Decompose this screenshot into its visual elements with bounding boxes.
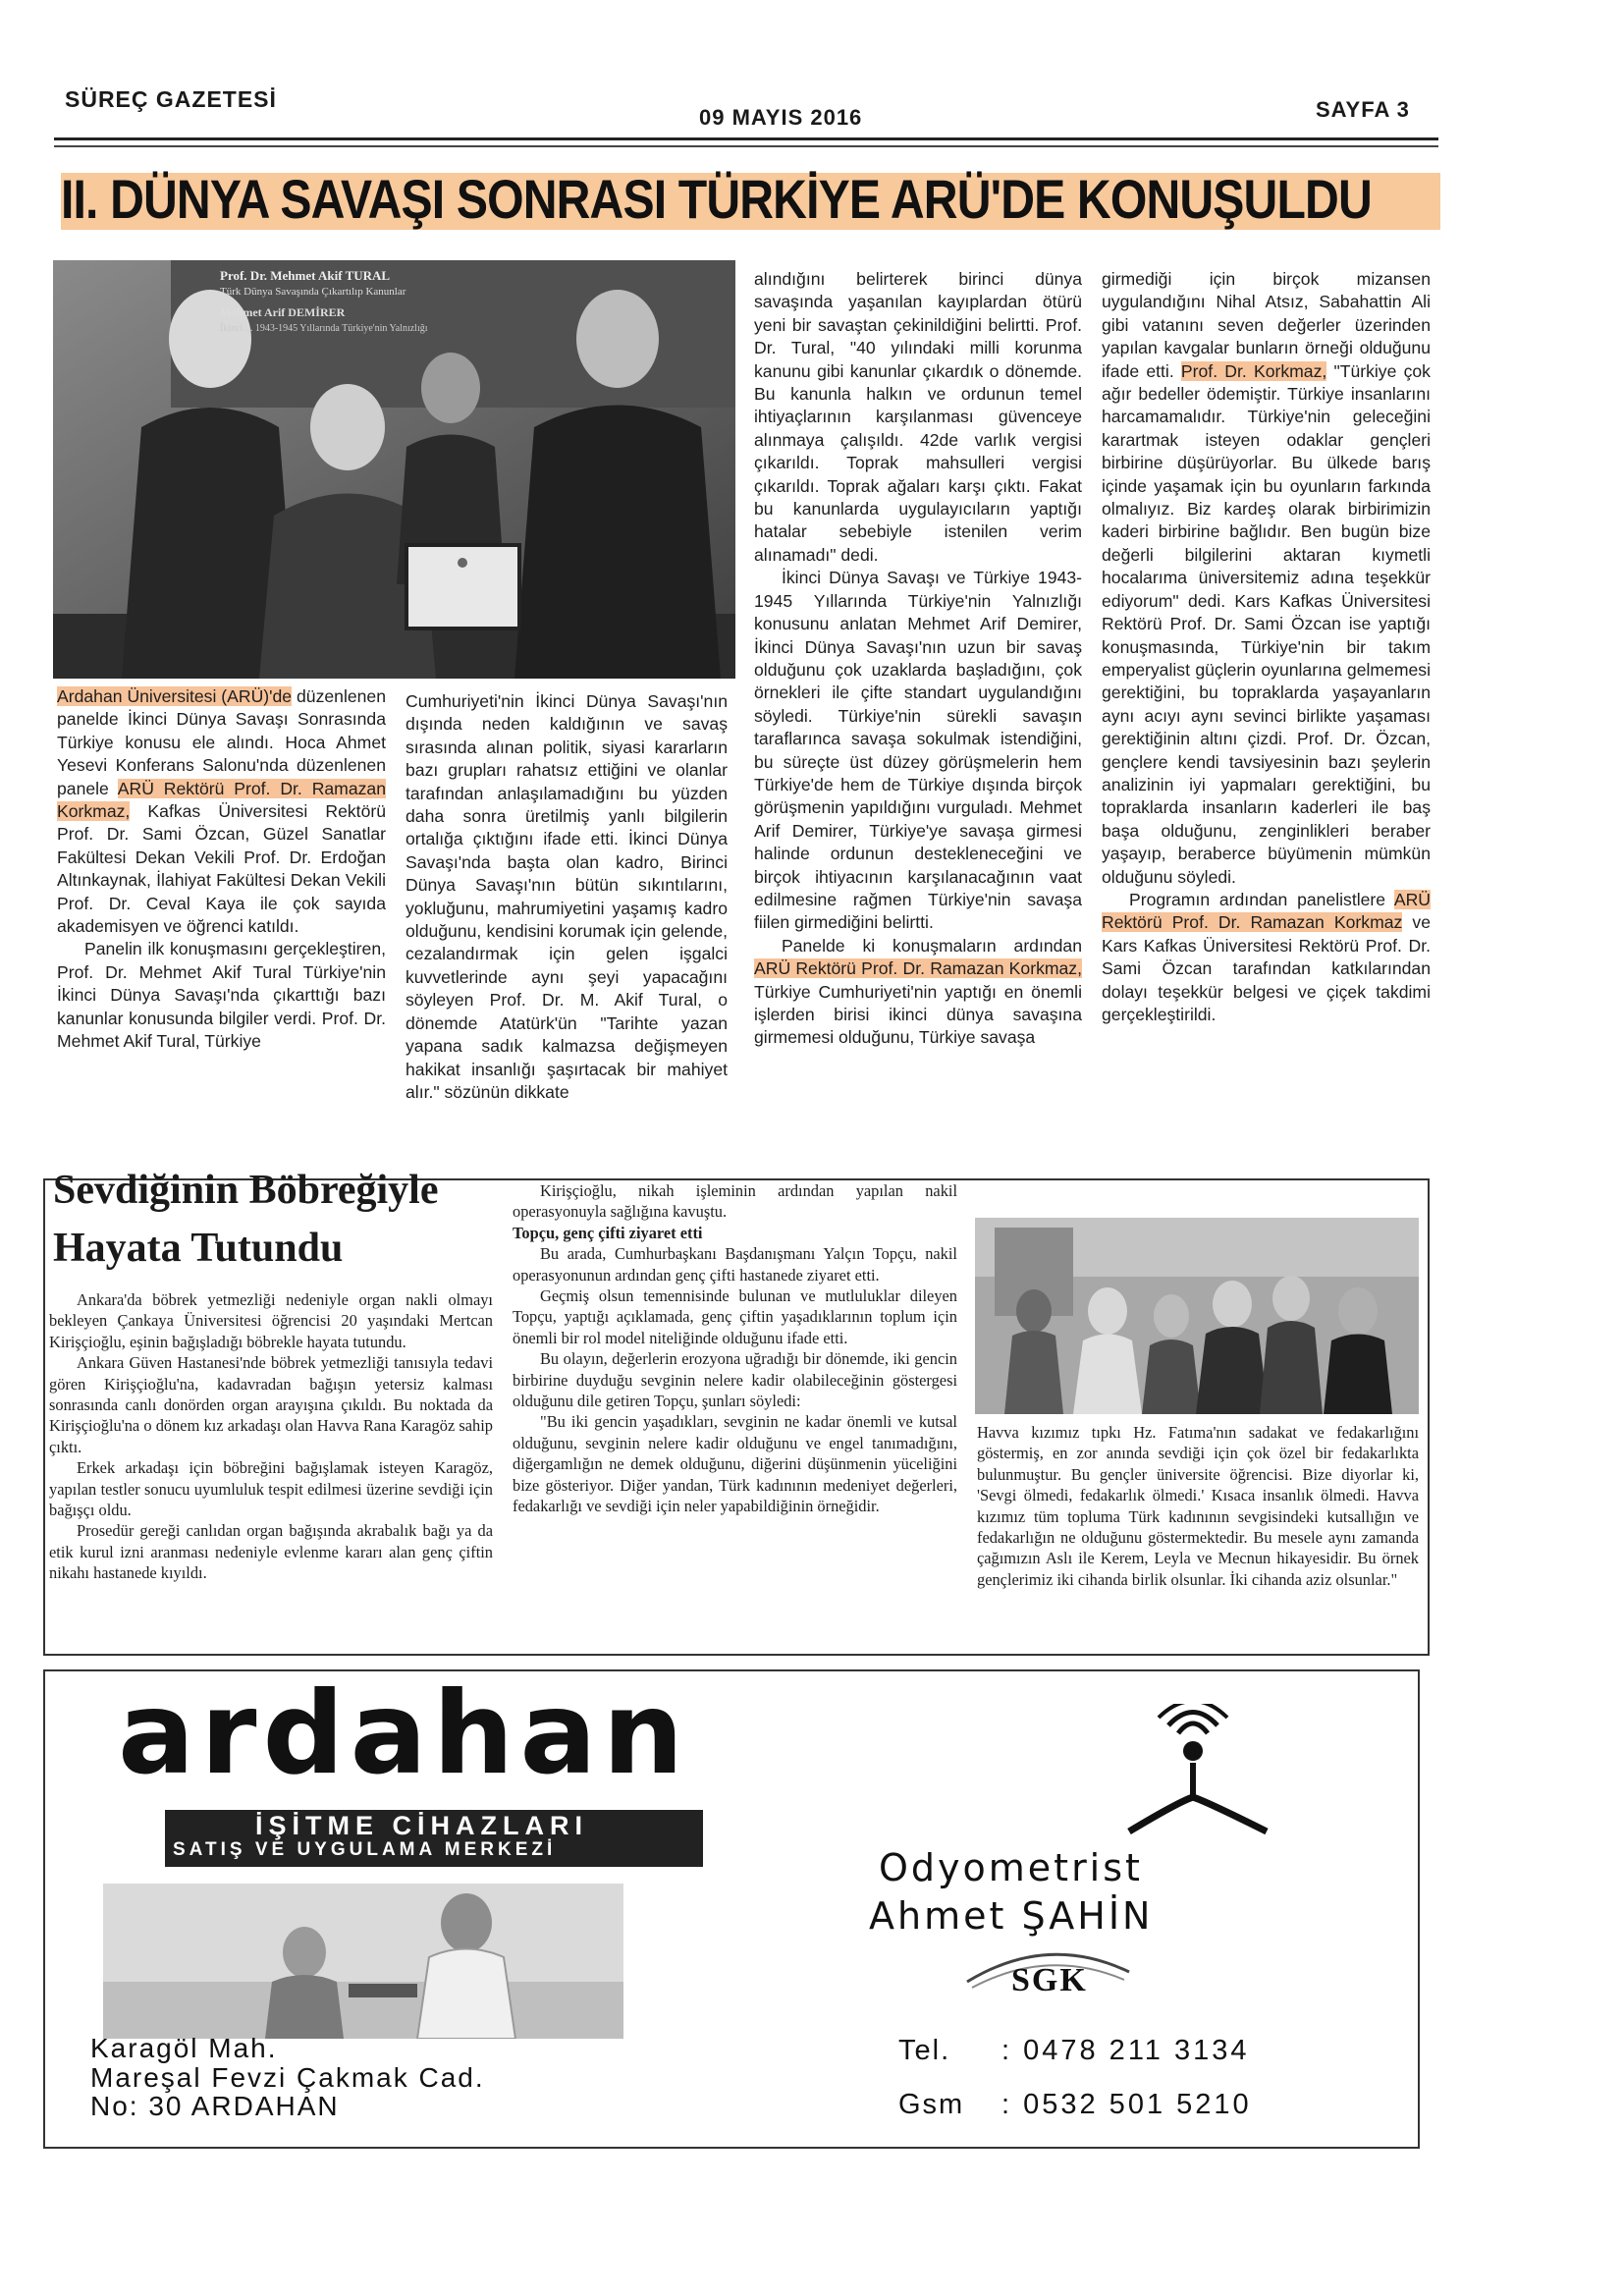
text-run: girmediği için birçok mizansen uygulandığını Nihal Atsız, Sabahattin Ali gibi vatanını seven değerler üzerinden yapılan kavgalar bunların örneği olduğunu ifade etti.	[1102, 269, 1431, 381]
ad-title-role: Odyometrist	[879, 1846, 1143, 1889]
ad-name: Ahmet ŞAHİN	[869, 1894, 1154, 1938]
article1-col1-p2: Panelin ilk konuşmasını gerçekleştiren, Prof. Dr. Mehmet Akif Tural Türkiye'nin İkinci Dünya Savaşı'nda çıkarttığı bazı kanunlar konusunda bilgiler verdi. Prof. Dr. Mehmet Akif Tural, Türkiye	[57, 939, 386, 1052]
ad-sgk: SGK	[1011, 1962, 1088, 1998]
article2-col2-p1: Kirişçioğlu, nikah işleminin ardından yapılan nakil operasyonuyla sağlığına kavuştu.	[513, 1181, 957, 1222]
article2-col3-p1: Havva kızımız tıpkı Hz. Fatıma'nın sadakat ve fedakarlığını göstermiş, en zor anında sevdiği için çok özel bir fedakarlıkta bulunmuştur. Bu gençler üniversite öğrencisi. Bize diyorlar ki, 'Sevgi ölmedi, fedakarlık ölmedi.' Kısaca insanlık ölmedi. Havva kızımız tüm topluma Türk kadınının sevgisindeki kutsallığın ve fedakarlığın ne olduğunu göstermektedir. Bu mesele aynı zamanda çağımızın Aslı ile Kerem, Leyla ve Mecnun hikayesidir. Bu örnek gençlerimiz iki cihanda birlik olsunlar. İki cihanda aziz olsunlar."	[977, 1423, 1419, 1589]
header-rule-bottom	[54, 145, 1438, 147]
article1-col4	[1102, 268, 1431, 1026]
ad-photo	[103, 1884, 623, 2039]
text-run: düzenlenen panelde İkinci Dünya Savaşı Sonrasında Türkiye konusu ele alındı. Hoca Ahmet Yesevi Konferans Salonu'nda düzenlenen panele	[57, 686, 387, 798]
ad-subtitle1: İŞİTME CİHAZLARI	[255, 1811, 588, 1840]
panel-photo	[53, 260, 735, 679]
text-run: Panelde ki konuşmaların ardından	[782, 935, 1082, 956]
text-run: Kafkas Üniversitesi Rektörü Prof. Dr. Sami Özcan, Güzel Sanatlar Fakültesi Dekan Vekili Prof. Dr. Erdoğan Altınkaynak, İlahiyat Fakültesi Dekan Vekili Prof. Dr. Ceval Kaya ile çok sayıda akademisyen ve öğrenci katıldı.	[57, 801, 386, 937]
issue-date: 09 MAYIS 2016	[699, 105, 863, 130]
ad-gsm: : 0532 501 5210	[1001, 2089, 1252, 2120]
ad-tel-label: Tel.	[898, 2035, 951, 2066]
text-run: Türkiye Cumhuriyeti'nin yaptığı en önemli işlerden birisi ikinci dünya savaşına girmemesi olduğunu, Türkiye savaşa	[754, 981, 1082, 1048]
highlight-rector: ARÜ Rektörü Prof. Dr. Ramazan Korkmaz,	[57, 778, 386, 822]
article2-title-line2: Hayata Tutundu	[53, 1226, 344, 1271]
article2-col1	[49, 1289, 493, 1584]
ad-address3: No: 30 ARDAHAN	[90, 2091, 340, 2121]
ad-photo-illustration	[103, 1884, 623, 2039]
text-run: "Türkiye çok ağır bedeller ödemiştir. Türkiye insanlarını harcamamalıdır. Türkiye'nin geleceğini karartmak isteyen odaklar gençleri birbirine düşürüyorlar. Bu ülkede barış içinde yaşamak için bu oyunların farkında olmalıyız. Biz kardeş olarak birbirimizin kaderi birbirine bağlıdır. Ben bugün bize değerli bilgilerini aktaran kıymetli hocalarıma üniversitemiz adına teşekkür ediyorum" dedi. Kars Kafkas Üniversitesi Rektörü Prof. Dr. Sami Özcan ise yaptığı konuşmasında, Türkiye'nin bir takım emperyalist güçlerin oyunlarına gelmemesi gerektiğini, bu topraklarda yaşayanların aynı acıyı aynı sevinci birlikte yaşaması gerektiğinin altını çizdi. Prof. Dr. Özcan, gençlere kendi tavsiyesinin bazı şeylerin analizinin iyi yapmaları gerektiğini, bu topraklarda insanların kaderleri ile baş başa olduğunu, zenginlikleri beraber yaşayıp, beraberce büyümenin mümkün olduğunu söyledi.	[1102, 360, 1431, 887]
highlight-ardahan: Ardahan Üniversitesi (ARÜ)'de	[57, 686, 293, 706]
highlight-rector-2: ARÜ Rektörü Prof. Dr. Ramazan Korkmaz,	[754, 958, 1082, 979]
article2-col2-p2: Bu arada, Cumhurbaşkanı Başdanışmanı Yalçın Topçu, nakil operasyonunun ardından genç çifti hastanede ziyaret etti.	[513, 1244, 957, 1285]
article1-col3-p2: İkinci Dünya Savaşı ve Türkiye 1943-1945 Yıllarında Türkiye'nin Yalnızlığı konusunu anlatan Mehmet Arif Demirer, İkinci Dünya Savaşı'nın uzun bir savaş olduğunu çok uzaklarda başladığını, çok örnekleri ile çifte standart uygulandığını söyledi. Türkiye'nin sürekli savaşın taraflarınca savaşa sokulmak istendiğini, bu süreçte üst düzey görüşmelerin hem Türkiye'de hem de Türkiye dışında birçok görüşmenin yapıldığını vurguladı. Mehmet Arif Demirer, Türkiye'ye savaşa girmesi halinde ordunun destekleneceğini ve birçok ihtiyacının karşılanacağının vaat edilmesine rağmen Türkiye'nin savaşa fiilen girmediğini belirtti.	[754, 568, 1082, 933]
banner-line-4: İkinci ... 1943-1945 Yıllarında Türkiye'nin Yalnızlığı	[220, 323, 428, 334]
article2-col2-p3: Geçmiş olsun temennisinde bulunan ve mutluluklar dileyen Topçu, yaptığı açıklamada, genç çiftin yaşadıklarının toplum için önemli bir rol model niteliğinde olduğunu ifade etti.	[513, 1286, 957, 1347]
couple-photo-illustration	[975, 1218, 1419, 1414]
ad-brand: ardahan	[118, 1667, 690, 1800]
article2-col2	[513, 1180, 957, 1517]
headline-text: II. DÜNYA SAVAŞI SONRASI TÜRKİYE ARÜ'DE KONUŞULDU	[61, 168, 1372, 230]
highlight-rector-3: ARÜ Rektörü Prof. Dr. Ramazan Korkmaz	[1102, 889, 1431, 933]
paper-name: SÜREÇ GAZETESİ	[65, 86, 277, 112]
article2-col1-p2: Ankara Güven Hastanesi'nde böbrek yetmezliği tanısıyla tedavi gören Kirişçioğlu'na, kadavradan bağışın yetersiz kalması sonrasında canlı donörden organ arayışına çıkıldı. Bu noktada da Kirişçioğlu'na o dönem kız arkadaşı olan Havva Rana Karagöz sahip çıktı.	[49, 1353, 493, 1456]
highlight-korkmaz: Prof. Dr. Korkmaz,	[1180, 360, 1327, 381]
article1-col1	[57, 685, 386, 1054]
article2-col2-p4: Bu olayın, değerlerin erozyona uğradığı bir dönemde, iki gencin birbirine duyduğu sevginin nelere kadir olabileceğinin göstergesi olduğunu dile getiren Topçu, şunları söyledi:	[513, 1349, 957, 1411]
page-number: SAYFA 3	[1316, 97, 1410, 122]
header-rule-top	[54, 137, 1438, 140]
article2-col1-p4: Prosedür gereği canlıdan organ bağışında akrabalık bağı ya da etik kurul izni aranması nedeniyle evlenme kararı alan genç çiftin nikahı hastanede kıyıldı.	[49, 1521, 493, 1583]
ad-subtitle2: SATIŞ VE UYGULAMA MERKEZİ	[173, 1839, 557, 1860]
article1-col3	[754, 268, 1082, 1050]
article1-col2-p1: Cumhuriyeti'nin İkinci Dünya Savaşı'nın dışında neden kaldığının ve savaş sırasında alınan politik, siyasi kararların bazı grupları rahatsız ettiğini ve olanlar tarafından anlaşılamadığını bu yüzden daha sonra üretilmiş yanlı bilgilerin ortalığa çıktığını ifade etti. İkinci Dünya Savaşı'nda başta olan kadro, Birinci Dünya Savaşı'nın bütün sıkıntılarını, yokluğunu, mahrumiyetini yaşamış kadro olduğunu, kendisini korumak için gelende, cezalandırmak için gelen işgalci kuvvetlerinde aynı şeyi yapacağını söyleyen Prof. Dr. M. Akif Tural, o dönemde Atatürk'ün "Tarihte yazan yapana sadık kalmazsa değişmeyen hakikat insanlığı şaşırtacak bir mahiyet alır." sözünün dikkate	[406, 691, 728, 1102]
headline	[61, 165, 1445, 236]
ad-address2: Mareşal Fevzi Çakmak Cad.	[90, 2062, 485, 2093]
article1-col3-p1: alındığını belirterek birinci dünya savaşında yaşanılan kayıplardan ötürü yeni bir savaştan çekinildiğini belirtti. Prof. Dr. Tural, "40 yılındaki milli korunma kanunu gibi kanunlar çıkardık o dönemde. Bu kanunla halkın ve ordunun temel ihtiyaçlarının karşılanması güvenceye alınmaya çalışıldı. 42de varlık vergisi çıkarıldı. Toprak mahsulleri vergisi çıkarıldı. Toprak ağaları karşı çıktı. Fakat bu kanunlarda uygulayıcıların yaptığı hatalar sebebiyle istenilen verim alınamadı" dedi.	[754, 269, 1082, 565]
article2-col3	[977, 1422, 1419, 1590]
article2-col2-p5: "Bu iki gencin yaşadıkları, sevginin ne kadar önemli ve kutsal olduğunu, sevginin nelere kadir olduğunu ve engel tanımadığını, diğergamlığın ne demek olduğunu, diğerini düşünmenin yüceliğini bize gösteriyor. Diğer yandan, Türk kadınının medeniyet değerleri, fedakarlığı ve sevdiği için neler yapabildiğinin örneğidir.	[513, 1412, 957, 1516]
ad-gsm-label: Gsm	[898, 2089, 965, 2120]
article2-subhead: Topçu, genç çifti ziyaret etti	[513, 1223, 703, 1242]
ad-tel: : 0478 211 3134	[1001, 2035, 1250, 2066]
article2-title-line1: Sevdiğinin Böbreğiyle	[53, 1168, 439, 1213]
hearing-logo-icon	[1119, 1704, 1276, 1841]
article2-col1-p3: Erkek arkadaşı için böbreğini bağışlamak isteyen Karagöz, yapılan testler sonucu uyumluluk tespit edilmesi üzerine sevdiği için bağışçı oldu.	[49, 1458, 493, 1520]
text-run: ve Kars Kafkas Üniversitesi Rektörü Prof. Dr. Sami Özcan tarafından katkılarından dolayı teşekkür belgesi ve çiçek takdimi gerçekleştirildi.	[1102, 912, 1431, 1024]
banner-line-1: Prof. Dr. Mehmet Akif TURAL	[220, 268, 391, 283]
article1-col2	[406, 690, 728, 1104]
ad-address1: Karagöl Mah.	[90, 2033, 278, 2063]
banner-line-3: Mehmet Arif DEMİRER	[220, 305, 346, 319]
text-run: Programın ardından panelistlere	[1129, 889, 1394, 909]
banner-line-2: Türk Dünya Savaşında Çıkartılıp Kanunlar	[220, 286, 406, 298]
couple-photo	[975, 1218, 1419, 1414]
article2-col1-p1: Ankara'da böbrek yetmezliği nedeniyle organ nakli olmayı bekleyen Çankaya Üniversitesi öğrencisi 20 yaşındaki Mertcan Kirişçioğlu, eşinin bağışladığı böbrekle hayata tutundu.	[49, 1290, 493, 1351]
